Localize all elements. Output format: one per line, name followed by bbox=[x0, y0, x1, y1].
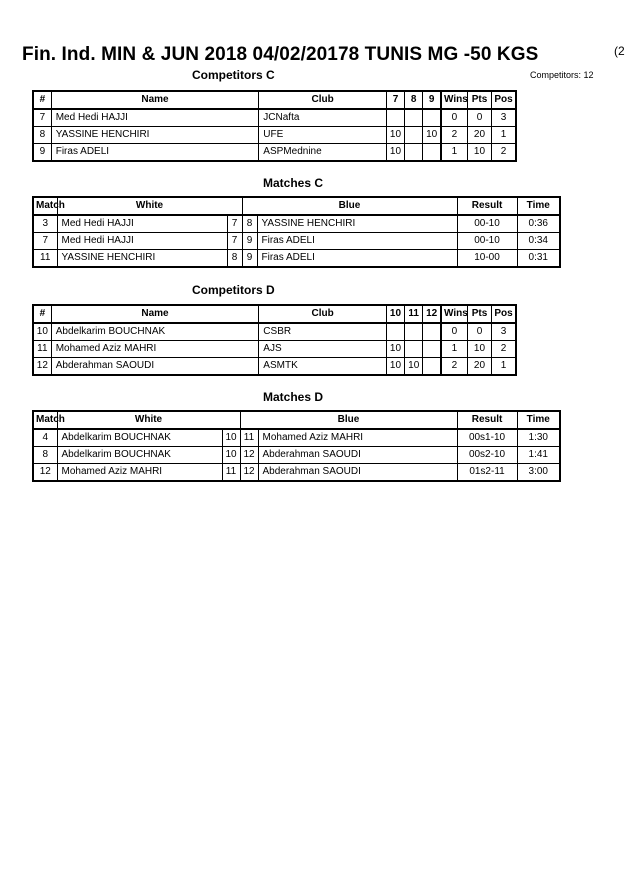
table-row bbox=[33, 464, 560, 482]
cell-score-2 bbox=[405, 341, 423, 358]
cell-white-name: Med Hedi HAJJI bbox=[57, 233, 227, 250]
col-header-match: Match bbox=[33, 197, 57, 215]
cell-score-1 bbox=[386, 323, 404, 341]
cell-name: Firas ADELI bbox=[51, 144, 259, 162]
cell-blue-name: Firas ADELI bbox=[257, 250, 457, 268]
col-header-time: Time bbox=[517, 197, 560, 215]
cell-score-1 bbox=[386, 109, 404, 127]
col-header-num: # bbox=[33, 305, 51, 323]
col-header-white: White bbox=[57, 411, 240, 429]
cell-result: 00s2-10 bbox=[457, 447, 517, 464]
col-header-result: Result bbox=[457, 197, 517, 215]
col-header-name: Name bbox=[51, 305, 259, 323]
cell-num: 7 bbox=[33, 109, 51, 127]
col-header-score-2: 8 bbox=[405, 91, 423, 109]
cell-blue-num: 9 bbox=[242, 250, 257, 268]
col-header-score-3: 12 bbox=[423, 305, 441, 323]
cell-blue-num: 11 bbox=[240, 429, 258, 447]
cell-pos: 2 bbox=[492, 341, 516, 358]
col-header-pos: Pos bbox=[492, 305, 516, 323]
cell-score-2 bbox=[405, 109, 423, 127]
cell-club: AJS bbox=[259, 341, 387, 358]
table-header-row bbox=[33, 305, 516, 323]
cell-pts: 0 bbox=[467, 323, 491, 341]
col-header-blue: Blue bbox=[242, 197, 457, 215]
cell-blue-num: 9 bbox=[242, 233, 257, 250]
cell-score-2 bbox=[405, 144, 423, 162]
cell-score-2 bbox=[405, 323, 423, 341]
table-header-row bbox=[33, 411, 560, 429]
col-header-pos: Pos bbox=[492, 91, 516, 109]
cell-blue-num: 8 bbox=[242, 215, 257, 233]
cell-match: 8 bbox=[33, 447, 57, 464]
col-header-club: Club bbox=[259, 91, 387, 109]
col-header-score-3: 9 bbox=[423, 91, 441, 109]
col-header-num: # bbox=[33, 91, 51, 109]
cell-wins: 0 bbox=[441, 109, 467, 127]
cell-score-1: 10 bbox=[386, 127, 404, 144]
matches-d-title: Matches D bbox=[263, 390, 324, 404]
cell-score-2 bbox=[405, 127, 423, 144]
cell-name: YASSINE HENCHIRI bbox=[51, 127, 259, 144]
cell-club: ASPMednine bbox=[259, 144, 387, 162]
cell-wins: 1 bbox=[441, 144, 467, 162]
cell-white-num: 10 bbox=[222, 429, 240, 447]
cell-match: 4 bbox=[33, 429, 57, 447]
cell-blue-name: Mohamed Aziz MAHRI bbox=[258, 429, 457, 447]
cell-score-1: 10 bbox=[386, 144, 404, 162]
col-header-club: Club bbox=[259, 305, 387, 323]
competitors-c-title: Competitors C bbox=[192, 68, 275, 82]
competitors-d-table bbox=[32, 304, 517, 376]
cell-blue-name: Abderahman SAOUDI bbox=[258, 447, 457, 464]
table-row bbox=[33, 233, 560, 250]
competitors-d-title: Competitors D bbox=[192, 283, 275, 297]
cell-score-2: 10 bbox=[405, 358, 423, 376]
col-header-match: Match bbox=[33, 411, 57, 429]
table-row bbox=[33, 127, 516, 144]
cell-num: 12 bbox=[33, 358, 51, 376]
cell-white-name: Mohamed Aziz MAHRI bbox=[57, 464, 222, 482]
cell-time: 1:30 bbox=[517, 429, 560, 447]
cell-time: 0:36 bbox=[517, 215, 560, 233]
col-header-score-1: 10 bbox=[386, 305, 404, 323]
cell-pts: 10 bbox=[467, 341, 491, 358]
cell-white-num: 7 bbox=[227, 233, 242, 250]
cell-num: 10 bbox=[33, 323, 51, 341]
cell-white-name: YASSINE HENCHIRI bbox=[57, 250, 227, 268]
cell-score-3 bbox=[423, 109, 441, 127]
cell-white-num: 10 bbox=[222, 447, 240, 464]
cell-blue-name: YASSINE HENCHIRI bbox=[257, 215, 457, 233]
col-header-blue: Blue bbox=[240, 411, 457, 429]
col-header-pts: Pts bbox=[467, 91, 491, 109]
cell-num: 9 bbox=[33, 144, 51, 162]
cell-score-3 bbox=[423, 144, 441, 162]
table-row bbox=[33, 250, 560, 268]
cell-pts: 0 bbox=[467, 109, 491, 127]
col-header-score-1: 7 bbox=[386, 91, 404, 109]
cell-score-3 bbox=[423, 358, 441, 376]
cell-score-3 bbox=[423, 323, 441, 341]
table-row bbox=[33, 358, 516, 376]
cell-name: Abderahman SAOUDI bbox=[51, 358, 259, 376]
cell-name: Med Hedi HAJJI bbox=[51, 109, 259, 127]
matches-c-table bbox=[32, 196, 561, 268]
col-header-result: Result bbox=[457, 411, 517, 429]
cell-white-num: 11 bbox=[222, 464, 240, 482]
col-header-time: Time bbox=[517, 411, 560, 429]
col-header-wins: Wins bbox=[441, 91, 467, 109]
matches-c-title: Matches C bbox=[263, 176, 324, 190]
cell-white-num: 7 bbox=[227, 215, 242, 233]
cell-blue-num: 12 bbox=[240, 447, 258, 464]
cell-num: 11 bbox=[33, 341, 51, 358]
cell-wins: 2 bbox=[441, 127, 467, 144]
page-title: Fin. Ind. MIN & JUN 2018 04/02/20178 TUNIS MG -50 KGS bbox=[22, 44, 539, 65]
cell-match: 12 bbox=[33, 464, 57, 482]
cell-match: 7 bbox=[33, 233, 57, 250]
cell-result: 00s1-10 bbox=[457, 429, 517, 447]
cell-white-name: Med Hedi HAJJI bbox=[57, 215, 227, 233]
matches-d-table bbox=[32, 410, 561, 482]
cell-time: 1:41 bbox=[517, 447, 560, 464]
cell-blue-name: Abderahman SAOUDI bbox=[258, 464, 457, 482]
table-row bbox=[33, 144, 516, 162]
cell-blue-num: 12 bbox=[240, 464, 258, 482]
cell-score-1: 10 bbox=[386, 341, 404, 358]
cell-pos: 3 bbox=[492, 109, 516, 127]
cell-white-num: 8 bbox=[227, 250, 242, 268]
cell-time: 0:34 bbox=[517, 233, 560, 250]
cell-club: CSBR bbox=[259, 323, 387, 341]
cell-pos: 1 bbox=[492, 127, 516, 144]
competitors-count: Competitors: 12 bbox=[530, 70, 594, 80]
col-header-white: White bbox=[57, 197, 242, 215]
table-header-row bbox=[33, 91, 516, 109]
cell-pos: 3 bbox=[492, 323, 516, 341]
cell-club: JCNafta bbox=[259, 109, 387, 127]
cell-num: 8 bbox=[33, 127, 51, 144]
table-row bbox=[33, 429, 560, 447]
cell-result: 00-10 bbox=[457, 233, 517, 250]
cell-blue-name: Firas ADELI bbox=[257, 233, 457, 250]
table-row bbox=[33, 109, 516, 127]
cell-time: 0:31 bbox=[517, 250, 560, 268]
cell-result: 01s2-11 bbox=[457, 464, 517, 482]
cell-white-name: Abdelkarim BOUCHNAK bbox=[57, 447, 222, 464]
competitors-c-table bbox=[32, 90, 517, 162]
cell-score-3: 10 bbox=[423, 127, 441, 144]
table-header-row bbox=[33, 197, 560, 215]
cell-wins: 1 bbox=[441, 341, 467, 358]
cell-pos: 2 bbox=[492, 144, 516, 162]
cell-time: 3:00 bbox=[517, 464, 560, 482]
cell-name: Abdelkarim BOUCHNAK bbox=[51, 323, 259, 341]
table-row bbox=[33, 215, 560, 233]
cell-club: ASMTK bbox=[259, 358, 387, 376]
cell-club: UFE bbox=[259, 127, 387, 144]
cell-pts: 20 bbox=[467, 358, 491, 376]
cell-name: Mohamed Aziz MAHRI bbox=[51, 341, 259, 358]
cell-result: 10-00 bbox=[457, 250, 517, 268]
col-header-score-2: 11 bbox=[405, 305, 423, 323]
col-header-name: Name bbox=[51, 91, 259, 109]
cell-white-name: Abdelkarim BOUCHNAK bbox=[57, 429, 222, 447]
cell-result: 00-10 bbox=[457, 215, 517, 233]
cell-pts: 10 bbox=[467, 144, 491, 162]
cell-wins: 2 bbox=[441, 358, 467, 376]
cell-pts: 20 bbox=[467, 127, 491, 144]
col-header-pts: Pts bbox=[467, 305, 491, 323]
table-row bbox=[33, 447, 560, 464]
cell-match: 3 bbox=[33, 215, 57, 233]
table-row bbox=[33, 341, 516, 358]
table-row bbox=[33, 323, 516, 341]
cell-score-3 bbox=[423, 341, 441, 358]
cell-wins: 0 bbox=[441, 323, 467, 341]
cell-score-1: 10 bbox=[386, 358, 404, 376]
cell-pos: 1 bbox=[492, 358, 516, 376]
title-suffix: (2 bbox=[614, 44, 625, 58]
cell-match: 11 bbox=[33, 250, 57, 268]
col-header-wins: Wins bbox=[441, 305, 467, 323]
